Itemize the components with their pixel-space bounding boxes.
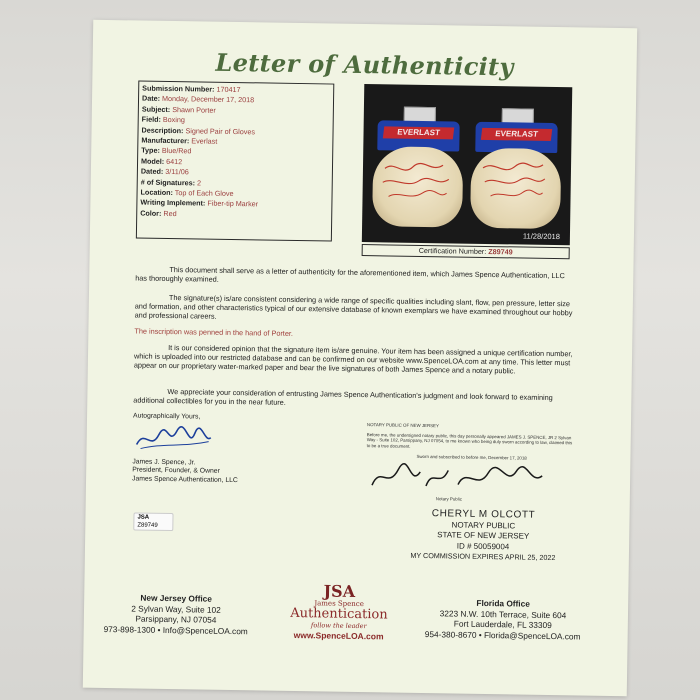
photo-date-stamp: 11/28/2018	[522, 231, 561, 242]
detail-row: Date: Monday, December 17, 2018	[141, 93, 255, 105]
jsa-logo: JSA James Spence Authentication follow the leader www.SpenceLOA.com	[274, 583, 405, 643]
detail-row: Subject: Shawn Porter	[141, 104, 216, 115]
jsa-sticker: JSA Z89749	[133, 512, 173, 531]
signer-company: James Spence Authentication, LLC	[132, 475, 238, 484]
paragraph-inscription: The inscription was penned in the hand of Porter.	[134, 326, 294, 338]
detail-row: Manufacturer: Everlast	[141, 135, 218, 146]
notary-body: Before me, the undersigned notary public, this day personally appeared JAMES J. SPENCE, JR 2 Sylvan Way - Suite 102, Parsippany, NJ 07054, to me known who being duly sworn according to law, claimed this to be a true document.	[366, 431, 573, 449]
right-glove	[474, 108, 558, 229]
detail-row: Model: 6412	[140, 156, 183, 167]
closing-line: Autographically Yours,	[133, 412, 201, 421]
notary-id: ID # 50059004	[456, 541, 510, 552]
glove-signature-icon	[470, 148, 561, 229]
document-title: Letter of Authenticity	[215, 47, 514, 82]
paragraph-opinion: It is our considered opinion that the signature item is/are genuine. Your item has been assigned a unique certification number, which is uploaded into our restricted database and can be confirmed on our website www.SpenceLOA.com at any time. This letter must appear on our proprietary water-marked paper and bear the live signatures of both James Spence and a notary public.	[133, 342, 573, 376]
website-link[interactable]: www.SpenceLOA.com	[293, 629, 384, 642]
signer-block	[132, 412, 333, 486]
detail-row: Submission Number: 170417	[142, 83, 241, 95]
fl-office: Florida Office 3223 N.W. 10th Terrace, Suite 604 Fort Lauderdale, FL 33309 954-380-8670 • Florida@SpenceLOA.com	[424, 597, 581, 642]
certification-number: Certification Number: Z89749	[362, 244, 570, 259]
nj-office: New Jersey Office 2 Sylvan Way, Suite 102 Parsippany, NJ 07054 973-898-1300 • Info@SpenceLOA.com	[103, 592, 248, 637]
notary-name: CHERYL M OLCOTT	[431, 508, 536, 521]
glove-fist	[470, 148, 561, 229]
notary-commission: MY COMMISSION EXPIRES APRIL 25, 2022	[410, 551, 556, 563]
notary-line1: NOTARY PUBLIC	[451, 520, 516, 531]
notary-sig-label: Notary Public	[435, 495, 462, 502]
spence-signature-icon	[132, 421, 213, 456]
notary-signature-icon	[366, 459, 547, 496]
detail-row: Type: Blue/Red	[141, 145, 192, 156]
detail-row: Color: Red	[140, 208, 177, 218]
notary-stamp	[403, 509, 564, 564]
notary-text	[366, 422, 577, 503]
paragraph-intro: This document shall serve as a letter of authenticity for the aforementioned item, which James Spence Authentication, LLC has thoroughly examined.	[135, 264, 565, 284]
item-photo	[362, 84, 572, 245]
detail-row: Writing Implement: Fiber-tip Marker	[140, 198, 259, 209]
left-glove	[376, 106, 460, 227]
detail-row: Location: Top of Each Glove	[140, 187, 234, 199]
detail-row: Dated: 3/11/06	[140, 166, 189, 177]
signer-name: James J. Spence, Jr.	[132, 458, 196, 467]
notary-line2: STATE OF NEW JERSEY	[437, 530, 530, 541]
signer-role: President, Founder, & Owner	[132, 466, 220, 476]
detail-row: Field: Boxing	[141, 114, 185, 125]
notary-sworn: Sworn and subscribed to before me, December 17, 2018	[416, 454, 527, 462]
paragraph-analysis: The signature(s) is/are consistent considering a wide range of specific qualities including slant, flow, pen pressure, letter size and formation, and other characteristics typical of our extensive database of known exemplars we have examined throughout our hobby and professional careers.	[134, 292, 573, 322]
detail-row: # of Signatures: 2	[140, 177, 202, 188]
glove-fist	[372, 146, 463, 227]
paragraph-closing: We appreciate your consideration of entrusting James Spence Authentication's judgment and look forward to examining additional collectibles for you in the near future.	[133, 386, 553, 408]
detail-row: Description: Signed Pair of Gloves	[141, 125, 256, 136]
notary-heading: NOTARY PUBLIC OF NEW JERSEY	[366, 422, 439, 429]
loa-document	[83, 20, 637, 696]
details-box	[136, 80, 334, 241]
glove-signature-icon	[372, 146, 463, 227]
glove-brand-label: EVERLAST	[481, 128, 552, 141]
glove-brand-label: EVERLAST	[383, 126, 454, 139]
